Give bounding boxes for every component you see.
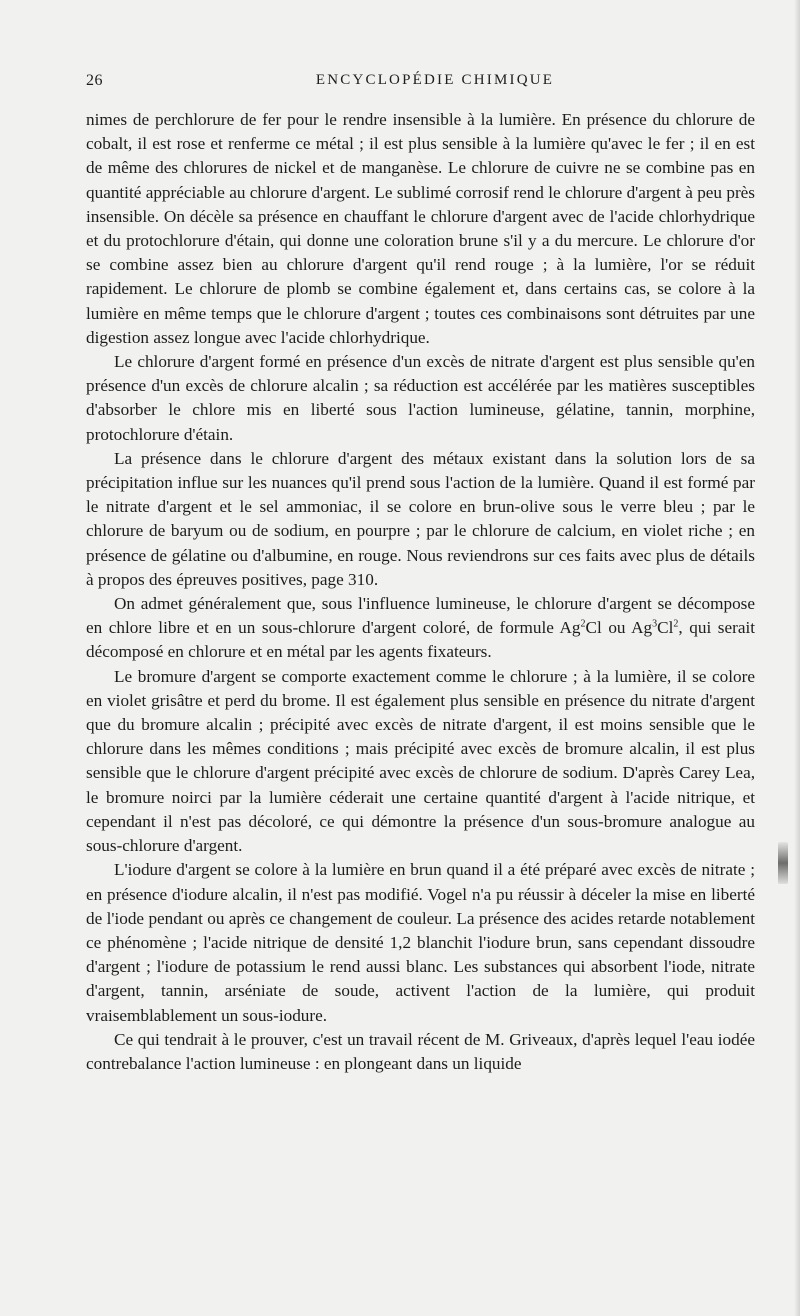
page-header — [86, 72, 756, 98]
formula-superscript-3: 2 — [673, 618, 679, 630]
paragraph-5: Le bromure d'argent se comporte exactement comme le chlorure ; à la lumière, il se colore en violet grisâtre et perd du brome. Il est également plus sensible en présence du nitrate d'argent que du bromure alcalin ; précipité avec excès de nitrate d'argent, il est moins sensible que le chlorure dans les mêmes conditions ; mais précipité avec excès de bromure alcalin, il est plus sensible que le chlorure d'argent précipité avec excès de chlorure de sodium. D'après Carey Lea, le bromure noirci par la lumière céderait une certaine quantité d'argent à l'acide nitrique, et cependant il n'est pas décoloré, ce qui démontre la présence d'un sous-bromure analogue au sous-chlorure d'argent. — [86, 666, 755, 856]
formula-superscript-1: 2 — [580, 618, 586, 630]
paragraph-6: L'iodure d'argent se colore à la lumière en brun quand il a été préparé avec excès de nitrate ; en présence d'iodure alcalin, il n'est pas modifié. Vogel n'a pu réussir à déceler la mise en liberté de l'iode pendant ou après ce changement de couleur. La présence des acides retarde notablement ce phénomène ; l'acide nitrique de densité 1,2 blanchit l'iodure brun, sans cependant dissoudre d'argent ; l'iodure de potassium le rend aussi blanc. Les substances qui absorbent l'iode, nitrate d'argent, tannin, arséniate de soude, activent l'action de la lumière, qui produit vraisemblablement un sous-iodure. — [86, 860, 755, 1025]
paragraph-3: La présence dans le chlorure d'argent des métaux existant dans la solution lors de sa précipitation influe sur les nuances qu'il prend sous l'action de la lumière. Quand il est formé par le nitrate d'argent et le sel ammoniac, il se colore en brun-olive sous le verre bleu ; par le chlorure de baryum ou de sodium, en pourpre ; par le chlorure de calcium, en violet riche ; en présence de gélatine ou d'albumine, en rouge. Nous reviendrons sur ces faits avec plus de détails à propos des épreuves positives, page 310. — [86, 448, 755, 589]
formula-text-middle-1: Cl ou Ag — [585, 618, 653, 638]
scan-artifact-mark — [778, 842, 788, 884]
page-edge-shadow — [794, 0, 800, 1316]
paragraph-1: nimes de perchlorure de fer pour le rendre insensible à la lumière. En présence du chlorure de cobalt, il est rose et renferme ce métal ; il est plus sensible à la lumière qu'avec le fer ; il en est de même des chlorures de nickel et de manganèse. Le chlorure de cuivre ne se combine pas en quantité appréciable au chlorure d'argent. Le sublimé corrosif rend le chlorure d'argent à peu près insensible. On décèle sa présence en chauffant le chlorure d'argent avec de l'acide chlorhydrique et du protochlorure d'étain, qui donne une coloration brune s'il y a du mercure. Le chlorure d'or se combine assez bien au chlorure d'argent qu'il rend rouge ; à la lumière, l'or se réduit rapidement. Le chlorure de plomb se combine également et, dans certains cas, se colore à la lumière en même temps que le chlorure d'argent ; toutes ces combinaisons sont détruites par une digestion assez longue avec l'acide chlorhydrique. — [86, 110, 755, 347]
page-number: 26 — [86, 72, 103, 89]
paragraph-4-formula — [86, 592, 755, 665]
body-text — [86, 108, 755, 1076]
paragraph-2: Le chlorure d'argent formé en présence d'un excès de nitrate d'argent est plus sensible qu'en présence d'un excès de chlorure alcalin ; sa réduction est accélérée par les matières susceptibles d'absorber le chlore mis en liberté sous l'action lumineuse, gélatine, tannin, morphine, protochlorure d'étain. — [86, 352, 755, 444]
running-head: ENCYCLOPÉDIE CHIMIQUE — [315, 72, 555, 88]
formula-text-after: , qui serait décomposé en chlorure et en métal par les agents fixateurs. — [86, 618, 756, 662]
formula-text-middle-2: Cl — [657, 618, 674, 638]
paragraph-7: Ce qui tendrait à le prouver, c'est un travail récent de M. Griveaux, d'après lequel l'eau iodée contrebalance l'action lumineuse : en plongeant dans un liquide — [86, 1029, 755, 1073]
formula-superscript-2: 3 — [652, 618, 658, 630]
formula-text-before: On admet généralement que, sous l'influence lumineuse, le chlorure d'argent se décompose en chlore libre et en un sous-chlorure d'argent coloré, de formule Ag — [86, 594, 755, 638]
